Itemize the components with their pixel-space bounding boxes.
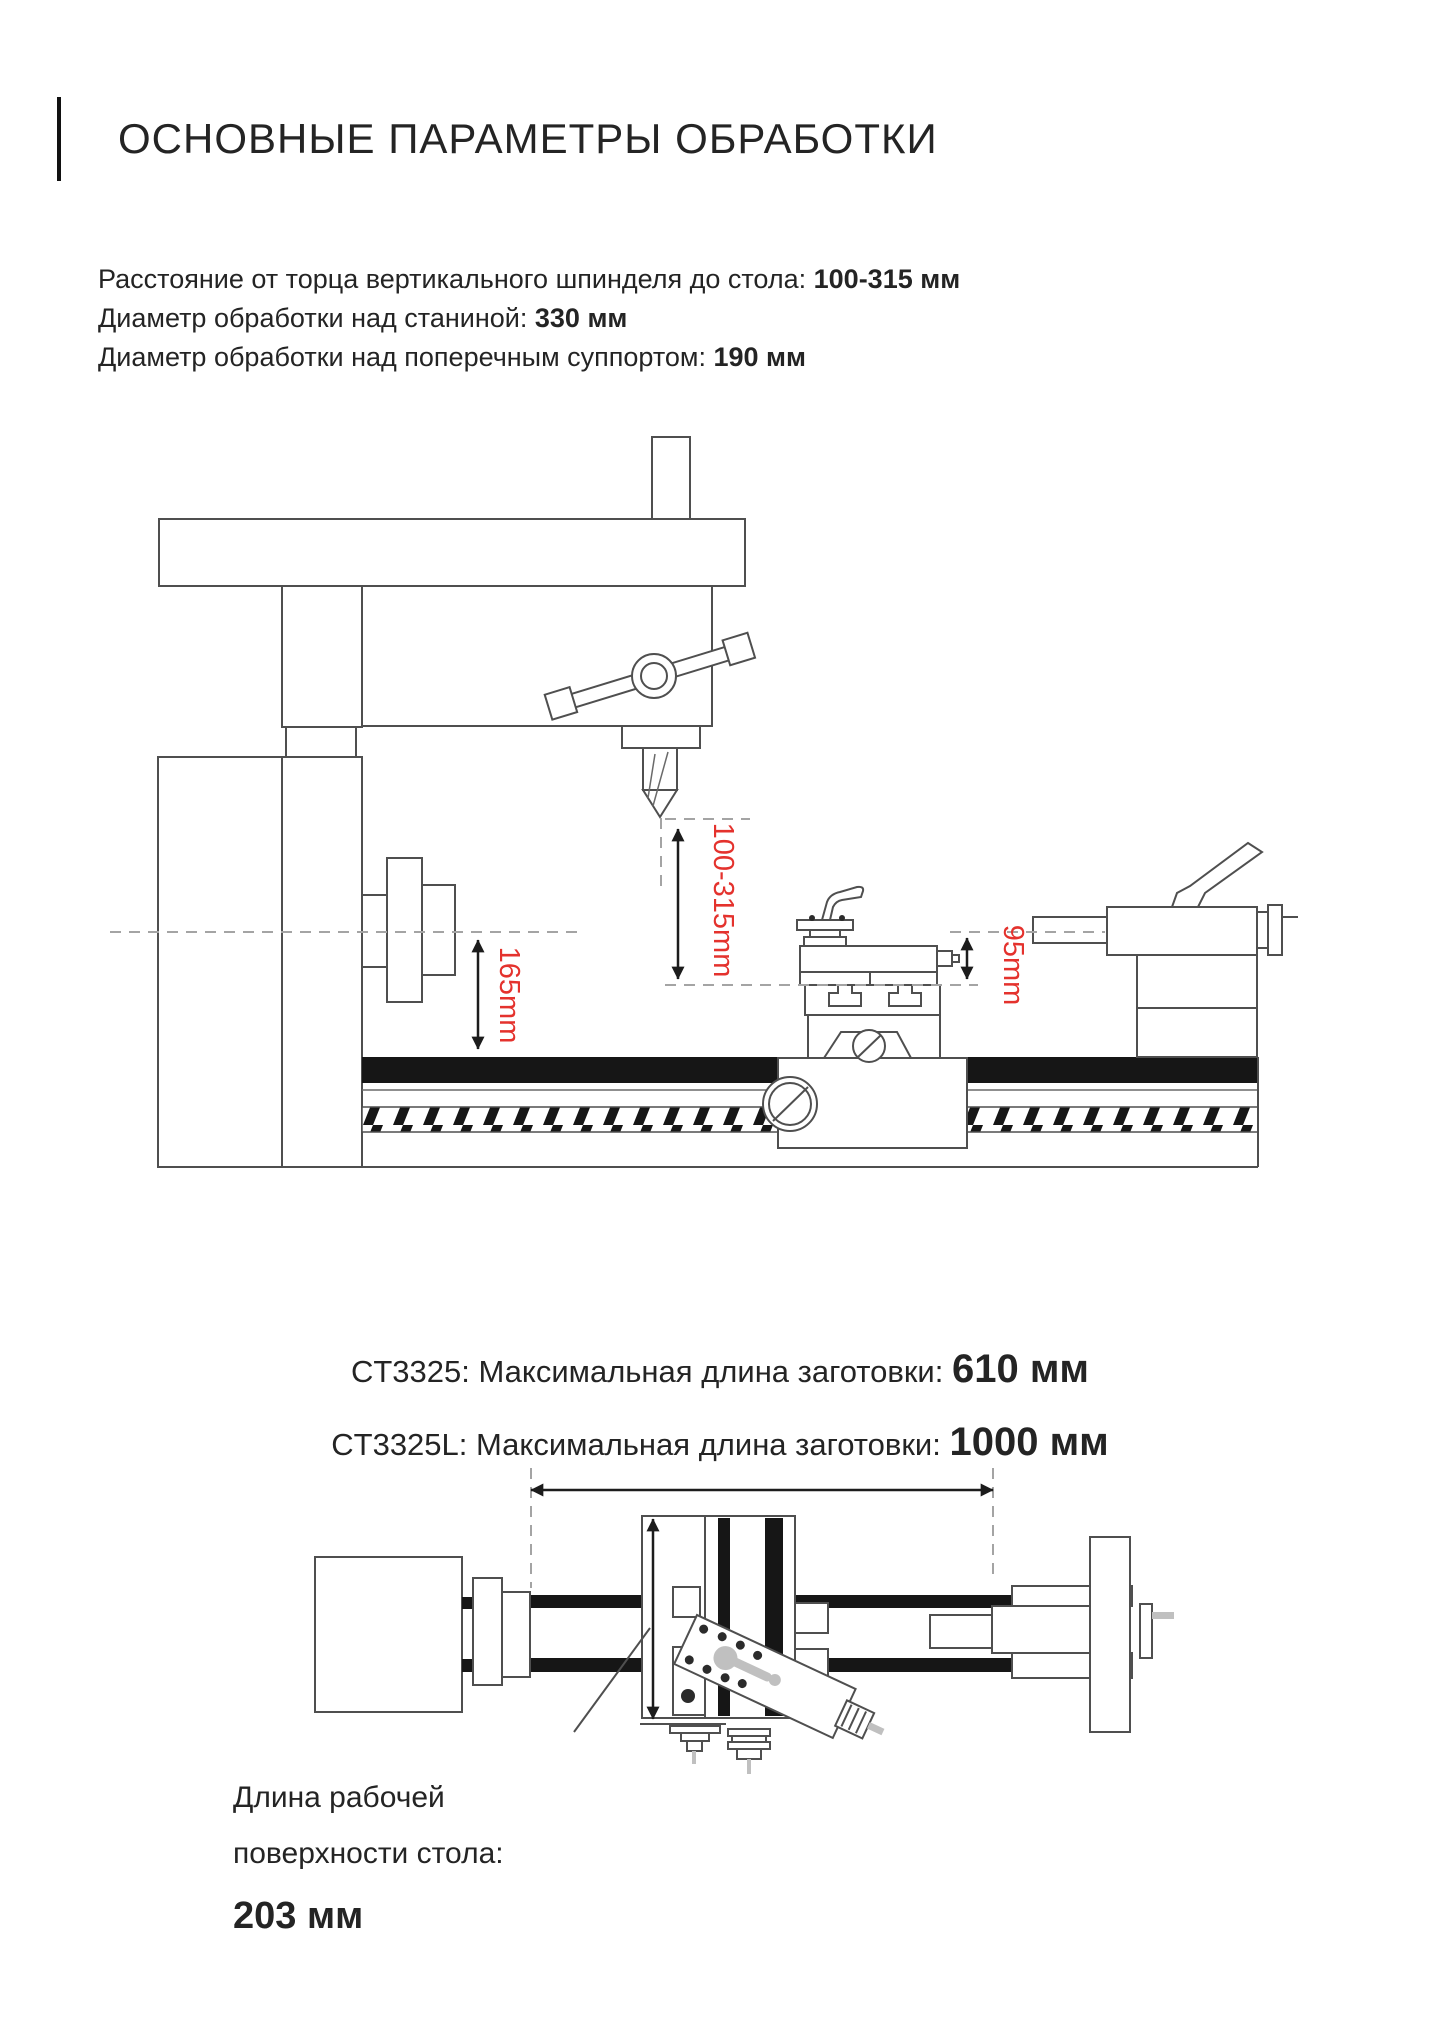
- capacity-block: [0, 1345, 1440, 1491]
- collets: [640, 1724, 770, 1774]
- tailstock: [1033, 843, 1298, 1057]
- spec-line: [98, 299, 960, 338]
- tailstock-top: [930, 1537, 1174, 1732]
- dim-label-spindle-to-table: 100-315mm: [707, 822, 739, 978]
- spec-value: 100-315 мм: [813, 264, 961, 294]
- specs-block: [98, 260, 960, 377]
- spec-label: Расстояние от торца вертикального шпинделя до стола:: [98, 264, 814, 294]
- tilted-mill-attachment: [674, 1615, 894, 1756]
- leader-line: [574, 1628, 650, 1732]
- model-name: CT3325:: [350, 1354, 470, 1389]
- page-title: ОСНОВНЫЕ ПАРАМЕТРЫ ОБРАБОТКИ: [118, 115, 938, 162]
- spec-line: [98, 338, 960, 377]
- capacity-line: [0, 1418, 1440, 1469]
- tailstock-lever: [1172, 843, 1262, 907]
- capacity-value: 610 мм: [951, 1347, 1089, 1391]
- note-line: Длина рабочей: [233, 1781, 445, 1814]
- note-line: поверхности стола:: [233, 1837, 504, 1870]
- rail-upper: [530, 1595, 1012, 1608]
- top-view-diagram: [315, 1468, 1174, 1774]
- model-name: CT3325L:: [331, 1427, 468, 1462]
- title-accent-rule: [57, 97, 61, 181]
- spindle-wrench: [545, 633, 755, 720]
- handwheel-edge: [1090, 1537, 1130, 1732]
- spec-label: Диаметр обработки над поперечным суппортом:: [98, 342, 714, 372]
- spec-value: 330 мм: [534, 303, 628, 333]
- chuck: [362, 858, 455, 1002]
- tool-post-lever: [822, 887, 863, 920]
- carriage: [763, 887, 967, 1148]
- mill-head: [158, 437, 755, 1167]
- capacity-label: Максимальная длина заготовки:: [469, 1354, 952, 1389]
- spec-label: Диаметр обработки над станиной:: [98, 303, 535, 333]
- capacity-label: Максимальная длина заготовки:: [467, 1427, 950, 1462]
- capacity-line: [0, 1345, 1440, 1396]
- cross-table: [642, 1516, 828, 1718]
- side-view-diagram: [110, 437, 1298, 1167]
- dim-label-cross-slide: 95mm: [997, 924, 1029, 1006]
- table-length-note: [233, 1770, 504, 1944]
- bed: [158, 1057, 1258, 1167]
- note-value: 203 мм: [233, 1895, 364, 1937]
- dim-label-center-height: 165mm: [493, 946, 525, 1044]
- capacity-value: 1000 мм: [949, 1420, 1109, 1464]
- spindle-nose: [622, 726, 700, 748]
- spec-value: 190 мм: [713, 342, 806, 372]
- spec-line: [98, 260, 960, 299]
- drill-bit: [643, 748, 677, 790]
- headstock-top: [315, 1557, 530, 1712]
- rail-lower: [530, 1658, 1012, 1672]
